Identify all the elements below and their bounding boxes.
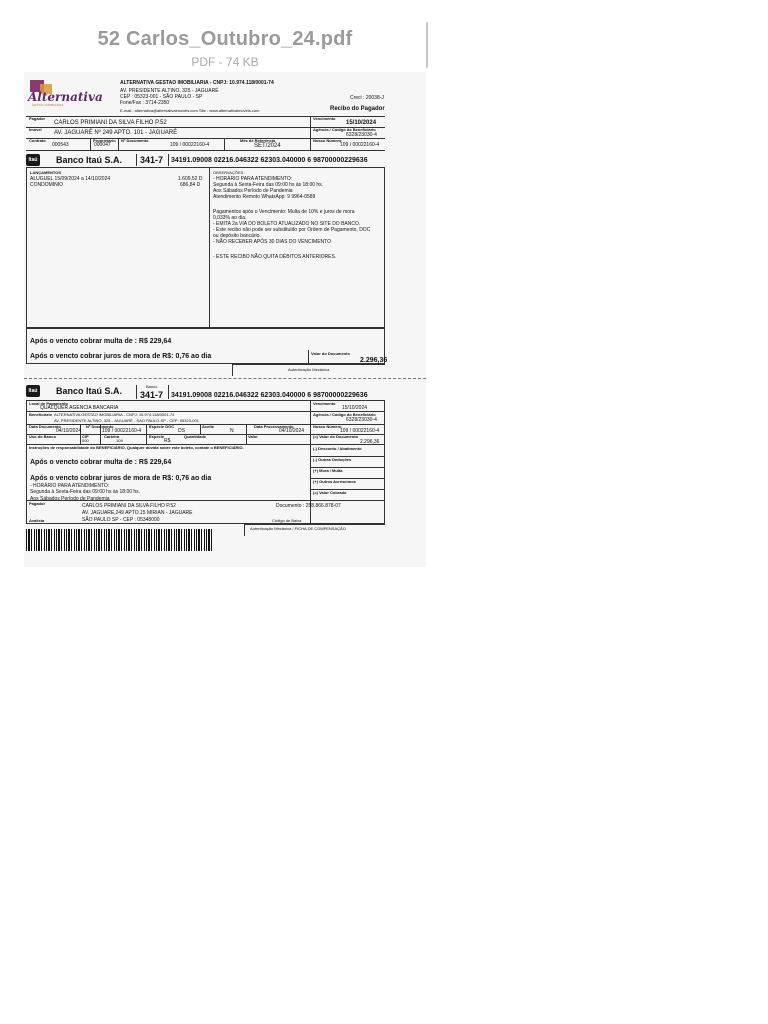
obs-line: - ESTE RECIBO NÃO QUITA DÉBITOS ANTERIORES. [213,254,337,260]
data-proc-value: 04/10/2024 [279,428,305,434]
valor-label: Valor [248,434,258,439]
bank-code: 341-7 [140,155,164,165]
logo-subtitle: GESTÃO IMOBILIÁRIA [32,103,64,107]
lancamento-item: CONDOMINIO [30,182,64,188]
obs-line: Aos Sábados Período de Pandemia [213,188,293,194]
digitable-line: 34191.09008 02216.046322 62303.040000 6 98700000229636 [171,157,368,164]
obs-line: Pagamentos após o Vencimento: Multa de 10% e juros de mora [213,209,355,215]
lancamentos-box [26,167,385,328]
ficha-pagador-label: Pagador [29,501,46,506]
obs-line: 0,033% ao dia. [213,215,247,221]
valor-doc-value: 2.296,36 [360,439,380,445]
bank-code-label: Banco [146,384,158,389]
ficha-pagador-cidade: SÃO PAULO SP - CEP : 05348000 [82,517,160,523]
imovel-label: Imóvel [29,127,42,132]
file-header [0,28,450,69]
itau-logo: Itaú [26,385,40,397]
obs-line: Atendimento Remoto WhatsApp: 9 9964-0589 [213,194,316,200]
agencia-label: Agência / Código do Beneficiário [313,127,376,132]
documento-value: 109 / 00022160-4 [170,142,210,148]
data-doc-value: 04/10/2024 [56,428,82,434]
pagador-value: CARLOS PRIMIANI DA SILVA FILHO P.52 [54,120,167,126]
proprietario-value: 000047 [94,142,111,148]
vencimento-value: 15/10/2024 [346,120,377,126]
ficha-pagador-value: CARLOS PRIMIANI DA SILVA FILHO P.52 [82,503,176,509]
ficha-pagador-endereco: AV. JAGUARE,249 APTO.15 MIRIAN - JAGUARE [82,510,193,516]
data-proc-label: Data Processamento [254,424,294,429]
especie-doc-value: DS [178,428,185,434]
observacoes-label: OBSERVAÇÕES : [213,170,246,175]
scrollbar[interactable] [426,22,428,68]
contrato-label: Contrato [29,138,46,143]
imovel-value: AV. JAGUARÉ Nº 249 APTO. 101 - JAGUARÉ [54,130,178,136]
beneficiario-address: AV. PRESIDENTE ALTINO, 325 - JAGUARÉ - SAO PAULO-SP - CEP: 05323-001 [54,418,199,423]
aceite-value: N [230,428,234,434]
digitable-line: 34191.09008 02216.046322 62303.040000 6 98700000229636 [171,392,368,399]
uso-banco-label: Uso do Banco [29,434,56,439]
company-email: E-mail : alternativa@alternativaimoveis.com Site : www.alternativaimoveis.com [120,108,260,113]
receipt-title: Recibo do Pagador [330,106,385,112]
obs-line: - EMITA 2a VIA DO BOLETO ATUALIZADO NO SITE DO BANCO. [213,221,361,227]
file-title: 52 Carlos_Outubro_24.pdf [97,28,353,50]
instrucoes-label: Instruções de responsabilidade do BENEFICIÁRIO. Qualquer dúvida sobre este boleto, contate o BENEFICIÁRIO. [29,445,244,450]
ficha-nosso-value: 109 / 00022160-4 [340,428,380,434]
contrato-value: 000543 [52,142,69,148]
company-creci: Creci : 20038-J [350,95,384,101]
valor-documento: 2.296,36 [360,357,388,364]
multa-text: Após o vencto cobrar multa de : R$ 229,64 [30,338,172,345]
side-label: (+) Mora / Multa [313,468,343,473]
obs-line: - NÃO RECEBER APÓS 30 DIAS DO VENCIMENTO [213,239,331,245]
valor-label: Valor do Documento [311,351,350,356]
logo-wordmark: Alternativa [28,90,103,104]
nosso-value: 109 / 00022160-4 [340,142,380,148]
especie-label: Espécie [149,434,165,439]
document-page [24,72,426,567]
local-value: QUALQUER AGENCIA BANCARIA [40,405,119,411]
ficha-venc-value: 15/10/2024 [342,405,368,411]
juros-text: Após o vencto cobrar juros de mora de R$: 0,76 ao dia [30,353,212,360]
company-phone: Fone/Fax : 3714-2350 [120,100,170,106]
especie-doc-label: Espécie DOC [149,424,175,429]
ficha-horario: Aos Sábados Período de Pandemia [30,496,110,502]
pagador-label: Pagador [29,116,46,121]
cip-value: 000 [82,438,89,443]
obs-line: Segunda à Sexta-Feira das 09:00 hs às 18:00 hs. [213,182,324,188]
codigo-baixa-label: Código de Baixa [272,518,302,523]
ficha-juros: Após o vencto cobrar juros de mora de R$: 0,76 ao dia [30,475,212,482]
nosso-label: Nosso Número [313,138,342,143]
ficha-pagador-doc: Documento : 258.866.878-07 [276,503,341,509]
ficha-horario: - HORÁRIO PARA ATENDIMENTO: [30,483,110,489]
ficha-horario: Segunda à Sexta-Feira das 09:00 hs às 18:00 hs. [30,489,141,495]
bank-code: 341-7 [140,390,164,400]
side-label: (-) Desconto / Abatimento [313,446,362,451]
agencia-value: 6328/23030-4 [346,132,377,138]
carteira-label: Carteira [104,434,120,439]
ficha-nosso-label: Nosso Número [313,424,342,429]
obs-line: - HORÁRIO PARA ATENDIMENTO: [213,176,293,182]
quantidade-label: Quantidade [184,434,207,439]
side-label: (=) Valor Cobrado [313,490,347,495]
ficha-compensacao-label: Autenticação Mecânica / FICHA DE COMPENSAÇÃO [250,526,346,531]
ficha-multa: Após o vencto cobrar multa de : R$ 229,64 [30,459,172,466]
proprietario-label: Proprietário [93,138,116,143]
ficha-agencia-value: 6328/23030-4 [346,417,377,423]
side-label: (-) Outras Deduções [313,457,352,462]
cip-label: CIP [82,434,89,439]
company-logo [26,78,103,110]
file-meta: PDF - 74 KB [191,55,259,69]
carteira-value: 109 [116,438,123,443]
lancamento-value: 1.609,52 D [178,176,203,182]
barcode [26,529,212,551]
especie-value: R$ [164,438,171,444]
valor-doc-label: (=) Valor do Documento [313,434,359,439]
itau-logo: Itaú [26,154,40,166]
lancamento-value: 686,84 D [180,182,201,188]
avalista-label: Avalista [29,518,45,523]
vencimento-label: Vencimento [313,116,336,121]
lancamentos-label: LANÇAMENTOS [30,170,62,175]
beneficiario-label: Beneficiário [29,412,52,417]
mes-value: SET/2024 [254,143,281,149]
bank-name: Banco Itaú S.A. [56,386,123,396]
aceite-label: Aceite [202,424,215,429]
ficha-venc-label: Vencimento [313,401,336,406]
bank-name: Banco Itaú S.A. [56,155,123,165]
beneficiario-value: ALTERNATIVA GESTAO IMOBILIARIA - CNPJ: 10.974.118/0001-74 [54,412,175,417]
ficha-agencia-label: Agência / Código do Beneficiário [313,412,376,417]
company-address: AV. PRESIDENTE ALTINO, 325 - JAGUARÉ [120,88,219,94]
mes-label: Mês de Referência [240,138,276,143]
documento-label: Nº Documento [121,138,149,143]
num-doc-label: Nº Documento [86,424,114,429]
side-label: (+) Outros Acréscimos [313,479,356,484]
local-label: Local de Pagamento [29,401,68,406]
company-name: ALTERNATIVA GESTAO IMOBILIARIA - CNPJ: 10.974.118/0001-74 [120,80,274,86]
data-doc-label: Data Documento [29,424,61,429]
obs-line: ou depósito bancário. [213,233,261,239]
lancamento-item: ALUGUEL 15/09/2024 a 14/10/2024 [30,176,111,182]
cut-line [24,378,426,379]
num-doc-value: 109 / 00022160-4 [102,428,142,434]
autenticacao: Autenticação Mecânica [288,367,330,372]
company-cep: CEP : 05323-001 - SÃO PAULO - SP [120,94,203,100]
obs-line: - Este recibo não pode ser substituído por Ordem de Pagamento, DOC [213,227,371,233]
